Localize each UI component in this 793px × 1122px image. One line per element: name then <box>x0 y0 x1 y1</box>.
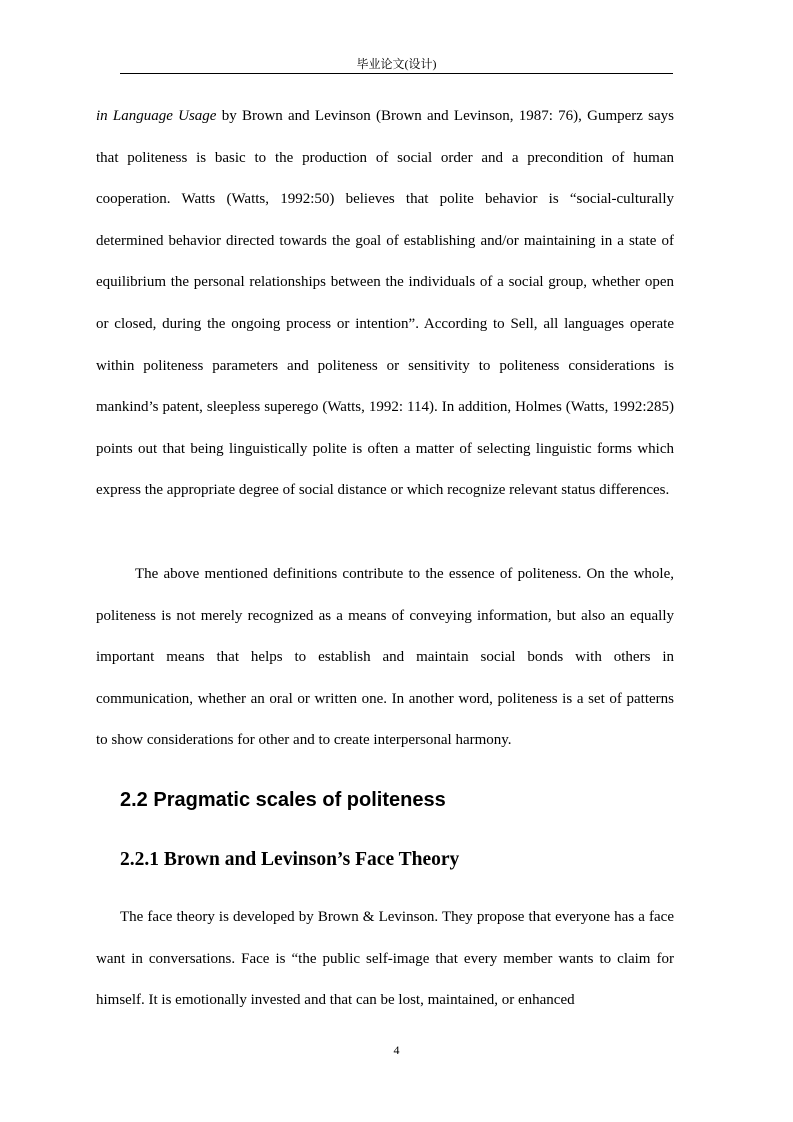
body-paragraph-1 <box>96 96 674 512</box>
paragraph-1-text: by Brown and Levinson (Brown and Levinson, 1987: 76), Gumperz says that politeness is basic to the production of social order and a precondition of human cooperation. Watts (Watts, 1992:50) believes that polite behavior is “social-culturally determined behavior directed towards the goal of establishing and/or maintaining in a state of equilibrium the personal relationships between the individuals of a social group, whether open or closed, during the ongoing process or intention”. According to Sell, all languages operate within politeness parameters and politeness or sensitivity to politeness considerations is mankind’s patent, sleepless superego (Watts, 1992: 114). In addition, Holmes (Watts, 1992:285) points out that being linguistically polite is often a matter of selecting linguistic forms which express the appropriate degree of social distance or which recognize relevant status differences. <box>96 108 674 499</box>
subsection-heading: 2.2.1 Brown and Levinson’s Face Theory <box>120 849 460 870</box>
section-heading: 2.2 Pragmatic scales of politeness <box>120 789 446 811</box>
body-paragraph-3: The face theory is developed by Brown & Levinson. They propose that everyone has a face want in conversations. Face is “the public self-image that every member wants to claim for himself. It is emotionally invested and that can be lost, maintained, or enhanced <box>96 909 674 1009</box>
page-header: 毕业论文(设计) <box>356 57 437 71</box>
book-title-italic: in Language Usage <box>96 108 217 124</box>
body-paragraph-2: The above mentioned definitions contribute to the essence of politeness. On the whole, politeness is not merely recognized as a means of conveying information, but also an equally important means that helps to establish and maintain social bonds with others in communication, whether an oral or written one. In another word, politeness is a set of patterns to show considerations for other and to create interpersonal harmony. <box>96 566 674 749</box>
header-divider <box>120 73 673 74</box>
page-number: 4 <box>393 1043 400 1057</box>
